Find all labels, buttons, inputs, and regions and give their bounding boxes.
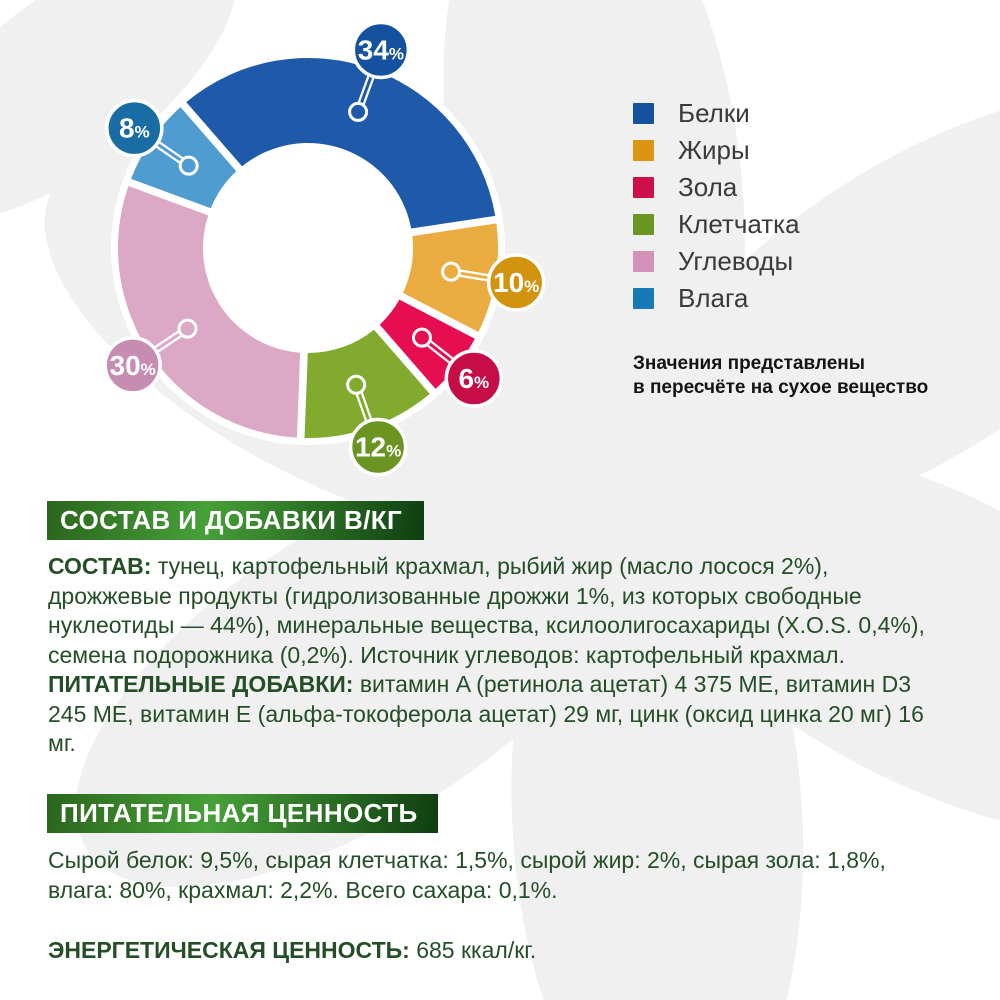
composition-heading-label: СОСТАВ И ДОБАВКИ В/КГ — [60, 505, 403, 535]
legend-item-4 — [633, 243, 800, 280]
nutrition-section-heading — [47, 794, 438, 833]
composition-section-heading — [47, 501, 424, 540]
legend-label-0: Белки — [678, 98, 750, 128]
composition-body — [48, 552, 932, 759]
additives-lead: ПИТАТЕЛЬНЫЕ ДОБАВКИ: — [48, 671, 354, 697]
legend-swatch-5 — [633, 288, 654, 309]
connector-dot-3 — [348, 376, 365, 393]
value-bubble-label-0: 34% — [357, 34, 404, 66]
chart-note-line-2: в пересчёте на сухое вещество — [633, 376, 929, 398]
chart-note-line-1: Значения представлены — [633, 353, 866, 374]
connector-dot-2 — [413, 329, 430, 346]
connector-dot-0 — [350, 103, 367, 120]
legend-swatch-3 — [633, 214, 654, 235]
value-bubble-label-1: 10% — [493, 266, 540, 298]
value-bubble-label-5: 8% — [118, 112, 150, 144]
composition-lead: СОСТАВ: — [48, 553, 152, 579]
legend-item-2 — [633, 169, 800, 206]
nutrition-values-paragraph: Сырой белок: 9,5%, сырая клетчатка: 1,5%, сырой жир: 2%, сырая зола: 1,8%, влага: 80%, крахмал: 2,2%. Всего сахара: 0,1%. — [48, 847, 886, 903]
value-bubble-label-4: 30% — [109, 349, 156, 381]
legend-swatch-0 — [633, 103, 654, 124]
legend-label-2: Зола — [678, 172, 738, 202]
additives-paragraph — [48, 670, 932, 759]
legend-label-3: Клетчатка — [678, 209, 800, 239]
composition-paragraph — [48, 552, 932, 670]
composition-text-value: тунец, картофельный крахмал, рыбий жир (масло лосося 2%), дрожжевые продукты (гидролизованные дрожжи 1%, из которых свободные нуклеотиды — 44%), минеральные вещества, ксилоолигосахариды (X.O.S. 0,4%), семена подорожника (0,2%). Источник углеводов: картофельный крахмал. — [48, 553, 925, 668]
chart-legend — [633, 95, 800, 317]
chart-note — [633, 352, 928, 399]
legend-item-3 — [633, 206, 800, 243]
value-bubble-label-3: 12% — [354, 431, 402, 463]
energy-paragraph — [48, 936, 932, 966]
additives-text-value: витамин A (ретинола ацетат) 4 375 МЕ, витамин D3 245 МЕ, витамин E (альфа-токоферола ацетат) 29 мг, цинк (оксид цинка 20 мг) 16 мг. — [48, 671, 924, 756]
connector-dot-4 — [179, 320, 196, 337]
legend-item-5 — [633, 280, 800, 317]
energy-value-line — [48, 936, 932, 966]
energy-lead: ЭНЕРГЕТИЧЕСКАЯ ЦЕННОСТЬ: — [48, 937, 410, 963]
legend-item-0 — [633, 95, 800, 132]
donut-chart — [0, 0, 570, 500]
legend-label-4: Углеводы — [678, 246, 794, 276]
legend-swatch-4 — [633, 251, 654, 272]
legend-swatch-1 — [633, 140, 654, 161]
nutrition-body — [48, 846, 932, 905]
nutrition-heading-label: ПИТАТЕЛЬНАЯ ЦЕННОСТЬ — [60, 798, 418, 828]
connector-dot-1 — [443, 263, 460, 280]
legend-item-1 — [633, 132, 800, 169]
legend-label-1: Жиры — [678, 135, 750, 165]
value-bubble-label-2: 6% — [458, 362, 490, 394]
connector-dot-5 — [180, 157, 197, 174]
legend-label-5: Влага — [678, 283, 749, 313]
legend-swatch-2 — [633, 177, 654, 198]
energy-value: 685 ккал/кг. — [409, 937, 537, 963]
